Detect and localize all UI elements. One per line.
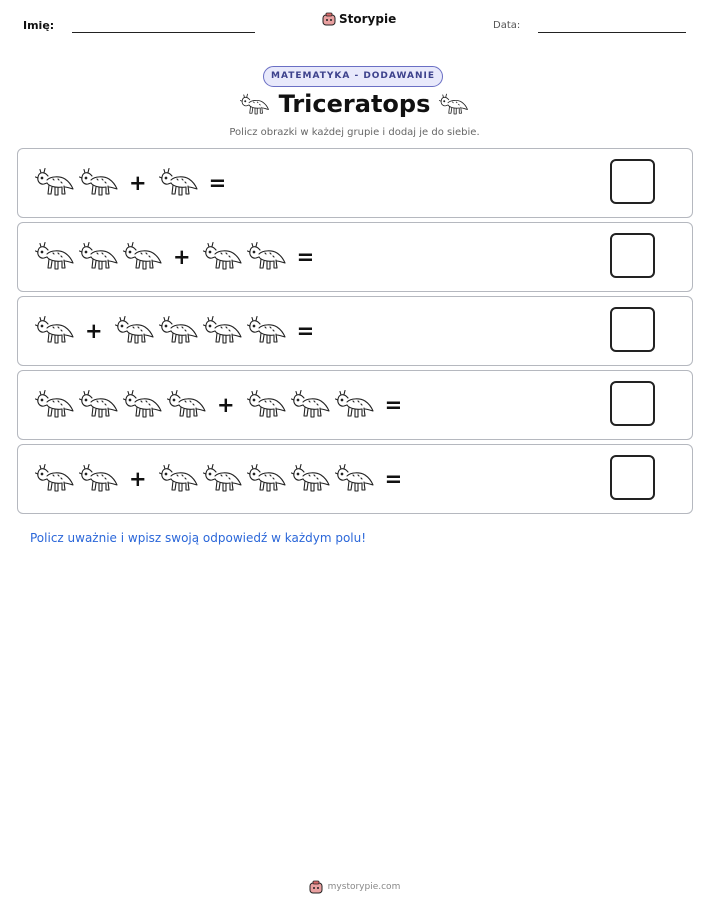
plus-sign: + (217, 393, 235, 417)
exercise-equation (35, 149, 226, 217)
plus-sign: + (85, 319, 103, 343)
brand-name: Storypie (339, 12, 397, 26)
plus-sign: + (173, 245, 191, 269)
triceratops-icon (438, 93, 470, 117)
answer-box[interactable] (610, 159, 655, 204)
storypie-logo-icon (309, 880, 323, 894)
triceratops-icon (123, 389, 163, 421)
triceratops-icon (247, 241, 287, 273)
exercise-equation (35, 371, 402, 439)
equals-sign: = (384, 467, 403, 491)
equals-sign: = (296, 245, 315, 269)
triceratops-icon (35, 315, 75, 347)
answer-box[interactable] (610, 381, 655, 426)
equals-sign: = (208, 171, 227, 195)
exercise-row (17, 296, 693, 366)
brand-logo (322, 12, 396, 26)
equals-sign: = (384, 393, 403, 417)
triceratops-icon (291, 389, 331, 421)
triceratops-icon (247, 463, 287, 495)
triceratops-icon (203, 315, 243, 347)
instructions: Policz obrazki w każdej grupie i dodaj je do siebie. (229, 127, 480, 138)
exercise-row (17, 370, 693, 440)
equals-sign: = (296, 319, 315, 343)
triceratops-icon (167, 389, 207, 421)
plus-sign: + (129, 171, 147, 195)
triceratops-icon (79, 241, 119, 273)
triceratops-icon (35, 389, 75, 421)
exercise-row (17, 444, 693, 514)
triceratops-icon (79, 463, 119, 495)
triceratops-icon (79, 167, 119, 199)
footer (0, 880, 709, 894)
triceratops-icon (115, 315, 155, 347)
answer-box[interactable] (610, 233, 655, 278)
exercise-row (17, 222, 693, 292)
answer-box[interactable] (610, 455, 655, 500)
name-field-line[interactable] (72, 32, 255, 33)
page-title: Triceratops (278, 90, 431, 118)
date-field-line[interactable] (538, 32, 686, 33)
exercise-equation (35, 445, 402, 513)
triceratops-icon (247, 315, 287, 347)
exercise-row (17, 148, 693, 218)
date-label: Data: (493, 20, 521, 31)
footer-url: mystorypie.com (327, 882, 401, 892)
answer-box[interactable] (610, 307, 655, 352)
triceratops-icon (35, 241, 75, 273)
triceratops-icon (35, 463, 75, 495)
triceratops-icon (159, 315, 199, 347)
triceratops-icon (35, 167, 75, 199)
triceratops-icon (247, 389, 287, 421)
triceratops-icon (335, 463, 375, 495)
triceratops-icon (123, 241, 163, 273)
triceratops-icon (159, 167, 199, 199)
triceratops-icon (79, 389, 119, 421)
triceratops-icon (291, 463, 331, 495)
name-label: Imię: (23, 19, 55, 32)
triceratops-icon (203, 463, 243, 495)
subject-badge: MATEMATYKA - DODAWANIE (263, 66, 443, 87)
triceratops-icon (335, 389, 375, 421)
exercise-equation (35, 223, 314, 291)
triceratops-icon (203, 241, 243, 273)
triceratops-icon (159, 463, 199, 495)
plus-sign: + (129, 467, 147, 491)
footer-note: Policz uważnie i wpisz swoją odpowiedź w każdym polu! (30, 531, 367, 545)
storypie-logo-icon (322, 12, 336, 26)
exercise-equation (35, 297, 314, 365)
